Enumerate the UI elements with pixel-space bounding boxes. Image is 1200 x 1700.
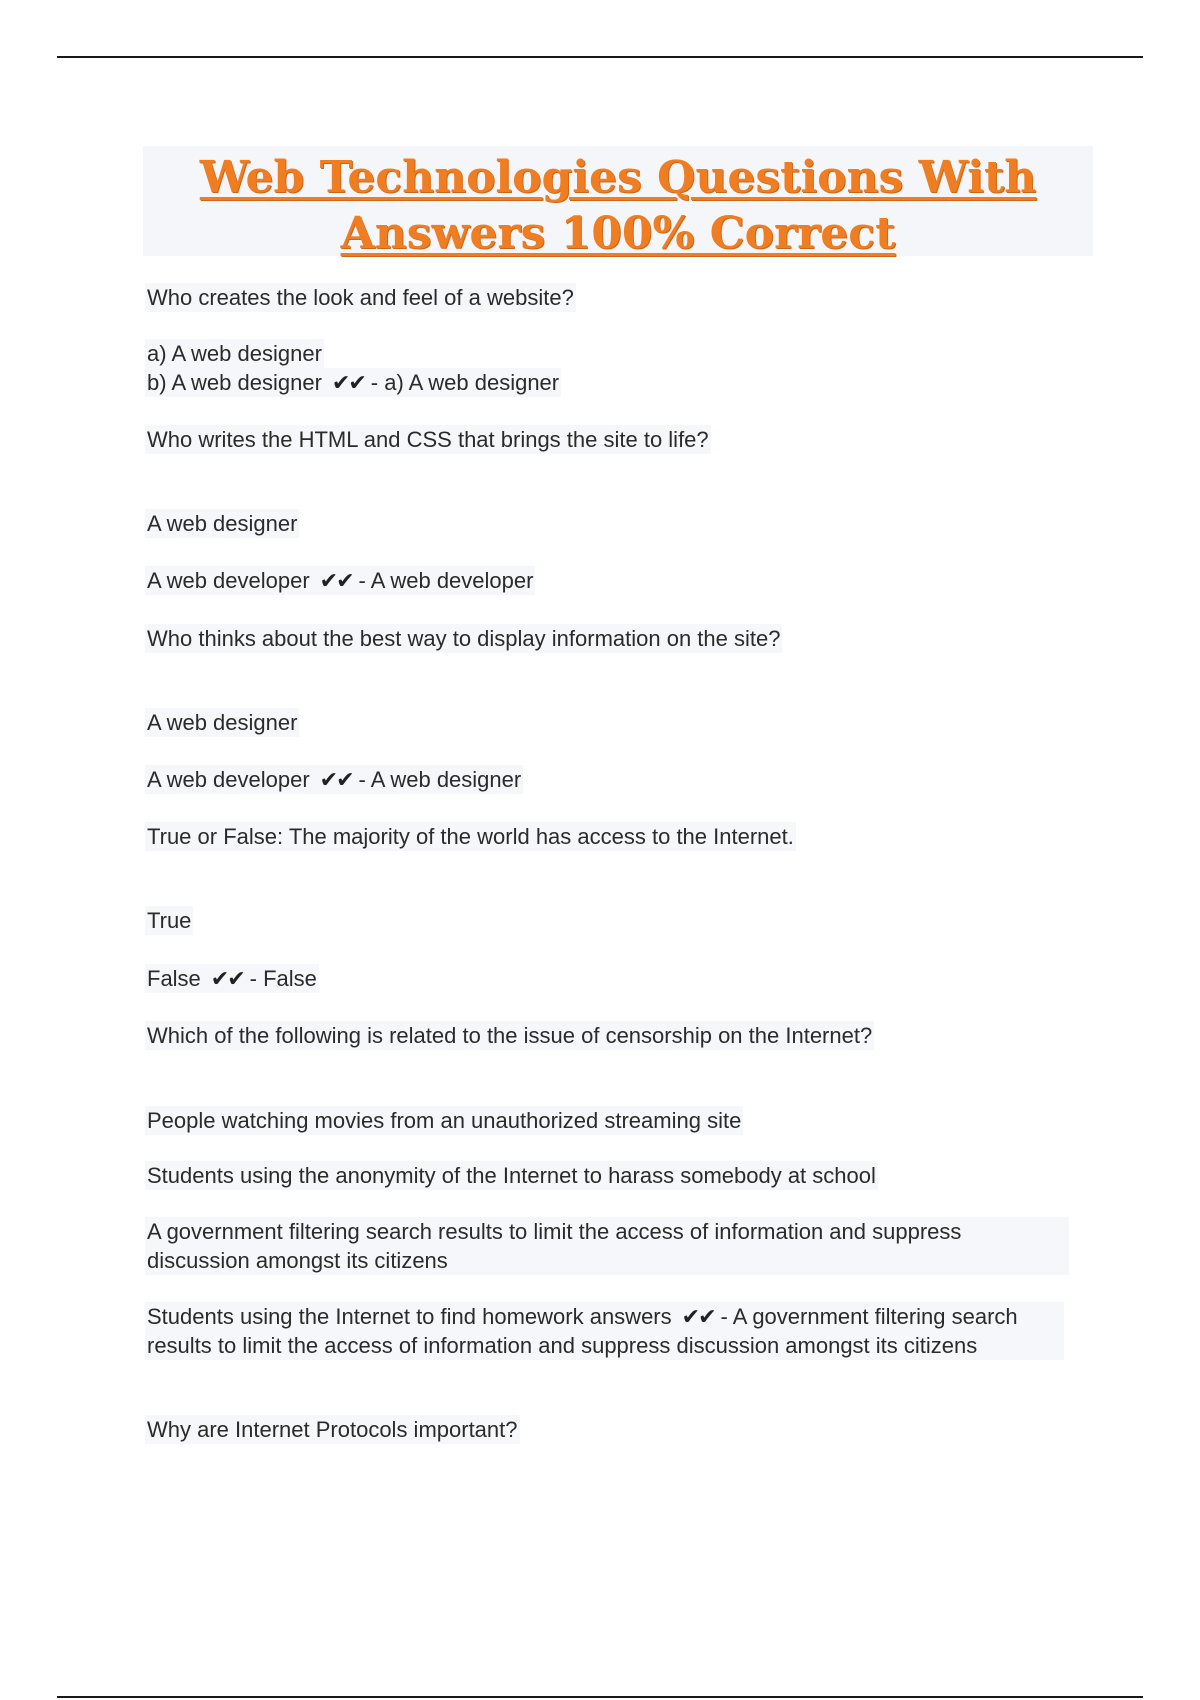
option-3a (145, 708, 299, 737)
double-check-icon: ✔✔ (681, 1304, 715, 1329)
answer-4-text: - False (249, 966, 317, 991)
option-4a-text: True (147, 908, 192, 933)
option-1a (145, 339, 324, 368)
question-5 (145, 1021, 874, 1050)
question-1-text: Who creates the look and feel of a website? (147, 285, 574, 310)
option-5a (145, 1106, 743, 1135)
option-4b-text: False (147, 966, 201, 991)
question-6 (145, 1415, 520, 1444)
option-5a-text: People watching movies from an unauthorized streaming site (147, 1108, 742, 1133)
double-check-icon: ✔✔ (319, 568, 353, 593)
option-2b-text: A web developer (147, 568, 310, 593)
option-5d-text: Students using the Internet to find homework answers (147, 1304, 672, 1329)
question-2 (145, 425, 711, 454)
double-check-icon: ✔✔ (319, 767, 353, 792)
question-2-text: Who writes the HTML and CSS that brings the site to life? (147, 427, 709, 452)
double-check-icon: ✔✔ (331, 370, 365, 395)
option-2a (145, 509, 299, 538)
question-4-text: True or False: The majority of the world has access to the Internet. (147, 824, 794, 849)
option-1a-text: a) A web designer (147, 341, 322, 366)
answer-line-2 (145, 566, 535, 595)
option-3b-text: A web developer (147, 767, 310, 792)
answer-5-text: - A government filtering search results to limit the access of information and suppress discussion amongst its citizens (147, 1304, 1018, 1358)
question-4 (145, 822, 796, 851)
answer-line-1 (145, 368, 561, 397)
option-5c-text: A government filtering search results to limit the access of information and suppress discussion amongst its citizens (147, 1219, 962, 1273)
double-check-icon: ✔✔ (210, 966, 244, 991)
option-4a (145, 906, 193, 935)
question-3 (145, 624, 782, 653)
document-title (143, 146, 1093, 262)
option-5b (145, 1161, 878, 1190)
answer-1-text: - a) A web designer (370, 370, 560, 395)
option-1b-text: b) A web designer (147, 370, 322, 395)
option-3a-text: A web designer (147, 710, 298, 735)
option-5c (145, 1217, 1069, 1275)
answer-3-text: - A web designer (358, 767, 522, 792)
title-banner (143, 146, 1093, 259)
answer-2-text: - A web developer (358, 568, 534, 593)
question-1 (145, 283, 576, 312)
question-5-text: Which of the following is related to the issue of censorship on the Internet? (147, 1023, 873, 1048)
top-rule (57, 56, 1143, 58)
answer-line-5 (145, 1302, 1064, 1360)
option-5b-text: Students using the anonymity of the Internet to harass somebody at school (147, 1163, 876, 1188)
question-6-text: Why are Internet Protocols important? (147, 1417, 518, 1442)
title-line-2: Answers 100% Correct (340, 208, 896, 259)
title-line-1: Web Technologies Questions With (199, 152, 1037, 203)
option-2a-text: A web designer (147, 511, 298, 536)
answer-line-3 (145, 765, 523, 794)
question-3-text: Who thinks about the best way to display information on the site? (147, 626, 781, 651)
answer-line-4 (145, 964, 319, 993)
bottom-rule (57, 1696, 1143, 1698)
